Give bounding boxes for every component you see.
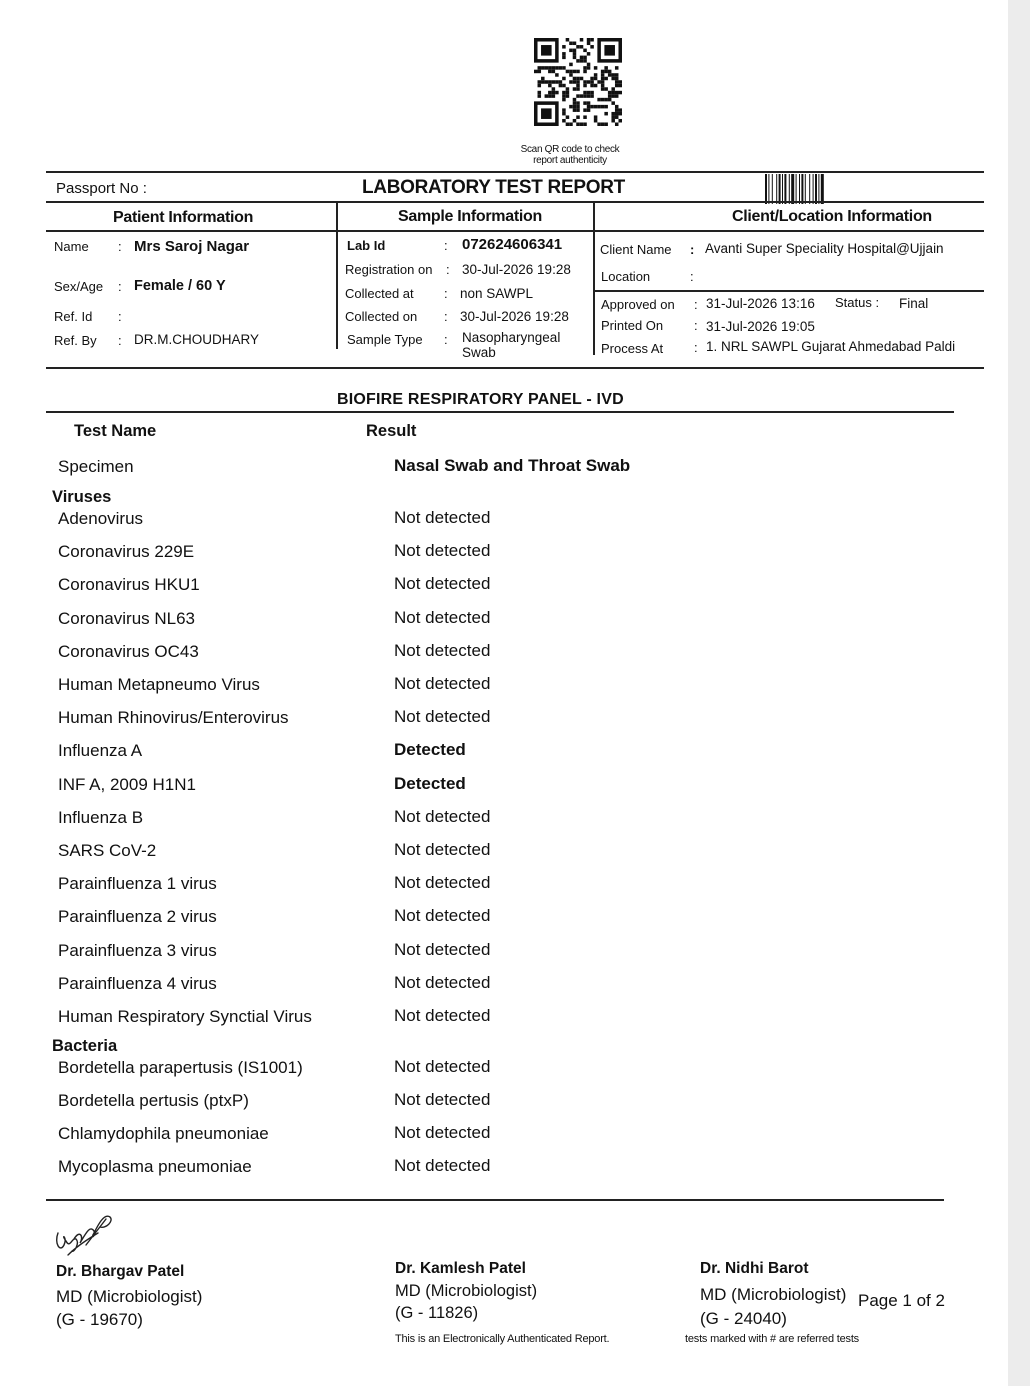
report-title: LABORATORY TEST REPORT [362, 177, 625, 198]
header-bottom-rule [46, 201, 984, 203]
sample-collected-on-label: Collected on [345, 309, 418, 324]
virus-test-name: Parainfluenza 1 virus [58, 874, 217, 894]
signature-1-name: Dr. Bhargav Patel [56, 1263, 185, 1280]
colon: : [694, 340, 698, 355]
panel-title-rule [46, 411, 954, 413]
handwritten-signature [50, 1203, 120, 1261]
sample-labid-label: Lab Id [347, 238, 386, 253]
sample-type-label: Sample Type [347, 332, 423, 347]
signature-1-degree: MD (Microbiologist) [56, 1287, 203, 1306]
virus-test-name: Coronavirus 229E [58, 542, 195, 562]
results-bottom-rule [46, 1199, 944, 1201]
signature-3-degree: MD (Microbiologist) [700, 1285, 847, 1304]
virus-result: Detected [394, 773, 466, 793]
colon: : [446, 262, 450, 277]
header-top-rule [46, 171, 984, 173]
patient-sexage-label: Sex/Age [54, 279, 104, 294]
client-status-label: Status : [835, 295, 880, 310]
patient-name-value: Mrs Saroj Nagar [134, 238, 250, 255]
colon: : [118, 239, 122, 254]
virus-result: Not detected [394, 806, 491, 826]
virus-test-name: Parainfluenza 4 virus [58, 973, 217, 993]
signature-3-name: Dr. Nidhi Barot [700, 1260, 809, 1277]
client-approved-label: Approved on [601, 297, 675, 312]
signature-2-name: Dr. Kamlesh Patel [395, 1260, 526, 1277]
colon: : [694, 318, 698, 333]
virus-test-name: Adenovirus [58, 509, 144, 528]
colon: : [444, 238, 448, 253]
colon: : [118, 309, 122, 324]
referred-tests-note: tests marked with # are referred tests [685, 1333, 859, 1345]
virus-test-name: Human Metapneumo Virus [58, 675, 260, 694]
page-edge-shadow [1008, 0, 1030, 1386]
sample-collected-at-value: non SAWPL [460, 286, 534, 301]
section-sample-heading: Sample Information [398, 208, 542, 225]
column-header-test-name: Test Name [74, 422, 157, 440]
signature-2-reg: (G - 11826) [395, 1304, 479, 1322]
bacteria-test-name: Bordetella pertusis (ptxP) [58, 1091, 249, 1110]
virus-result: Not detected [394, 1006, 491, 1025]
virus-result: Not detected [394, 906, 491, 926]
column-divider-2 [593, 203, 595, 355]
qr-caption-line-1: Scan QR code to check [520, 144, 620, 155]
bacteria-test-name: Bordetella parapertusis (IS1001) [58, 1058, 303, 1077]
virus-test-name: Coronavirus NL63 [58, 608, 196, 628]
colon: : [690, 269, 694, 284]
page-number: Page 1 of 2 [858, 1291, 945, 1310]
column-header-result: Result [366, 422, 417, 440]
sample-type-value-line-2: Swab [462, 345, 496, 360]
sample-collected-at-label: Collected at [345, 286, 414, 301]
info-bottom-rule [46, 367, 984, 369]
qr-caption [500, 144, 640, 166]
virus-result: Not detected [394, 508, 491, 527]
section-heading-rule [46, 230, 984, 232]
client-divider-rule [595, 290, 984, 292]
specimen-label: Specimen [58, 457, 134, 476]
virus-result: Not detected [394, 674, 491, 693]
client-approved-value: 31-Jul-2026 13:16 [706, 296, 815, 311]
virus-result: Not detected [394, 541, 491, 561]
qr-caption-line-2: report authenticity [533, 155, 607, 166]
virus-result: Detected [394, 740, 466, 760]
client-printed-value: 31-Jul-2026 19:05 [706, 319, 815, 334]
virus-result: Not detected [394, 574, 491, 594]
qr-code-icon [534, 38, 622, 126]
colon: : [444, 309, 448, 324]
signature-1-reg: (G - 19670) [56, 1310, 143, 1329]
sample-type-value-line-1: Nasopharyngeal [462, 330, 561, 345]
electronic-auth-note: This is an Electronically Authenticated Report. [395, 1333, 610, 1345]
client-location-label: Location [601, 269, 651, 284]
signature-3-reg: (G - 24040) [700, 1309, 787, 1328]
virus-test-name: Influenza B [58, 807, 144, 827]
barcode-icon [765, 174, 868, 204]
patient-name-label: Name [54, 239, 89, 254]
virus-test-name: INF A, 2009 H1N1 [58, 774, 196, 794]
section-client-heading: Client/Location Information [732, 208, 932, 225]
client-status-value: Final [899, 296, 929, 311]
patient-sexage-value: Female / 60 Y [134, 278, 226, 294]
client-printed-label: Printed On [601, 318, 664, 333]
virus-result: Not detected [394, 840, 491, 859]
virus-result: Not detected [394, 607, 491, 627]
client-name-label: Client Name [600, 242, 672, 257]
colon: : [444, 286, 448, 301]
virus-test-name: Coronavirus OC43 [58, 641, 199, 661]
colon: : [694, 297, 698, 312]
patient-refid-label: Ref. Id [54, 309, 93, 324]
patient-refby-value: DR.M.CHOUDHARY [134, 332, 260, 347]
specimen-value: Nasal Swab and Throat Swab [394, 456, 631, 475]
passport-label: Passport No : [56, 180, 147, 197]
sample-labid-value: 072624606341 [462, 236, 563, 253]
client-name-value: Avanti Super Speciality Hospital@Ujjain [705, 241, 944, 256]
virus-result: Not detected [394, 939, 491, 959]
bacteria-result: Not detected [394, 1123, 491, 1142]
category-viruses: Viruses [52, 488, 112, 506]
bacteria-result: Not detected [394, 1057, 491, 1076]
colon: : [444, 332, 448, 347]
colon: : [118, 333, 122, 348]
virus-test-name: Parainfluenza 3 virus [58, 940, 217, 960]
virus-result: Not detected [394, 640, 491, 660]
sample-registration-value: 30-Jul-2026 19:28 [462, 262, 571, 277]
panel-title: BIOFIRE RESPIRATORY PANEL - IVD [337, 391, 624, 408]
virus-test-name: Parainfluenza 2 virus [58, 907, 217, 927]
sample-registration-label: Registration on [345, 262, 433, 277]
client-process-value: 1. NRL SAWPL Gujarat Ahmedabad Paldi [706, 339, 956, 354]
virus-test-name: Coronavirus HKU1 [58, 575, 200, 595]
section-patient-heading: Patient Information [113, 209, 254, 226]
virus-test-name: Human Respiratory Synctial Virus [58, 1007, 312, 1026]
virus-test-name: SARS CoV-2 [58, 841, 157, 860]
bacteria-test-name: Mycoplasma pneumoniae [58, 1157, 252, 1176]
column-divider-1 [336, 203, 338, 349]
bacteria-result: Not detected [394, 1090, 491, 1109]
virus-test-name: Influenza A [58, 741, 143, 761]
colon: : [690, 242, 695, 257]
client-process-label: Process At [601, 341, 664, 356]
bacteria-test-name: Chlamydophila pneumoniae [58, 1124, 269, 1143]
virus-result: Not detected [394, 873, 491, 893]
colon: : [118, 279, 122, 294]
bacteria-result: Not detected [394, 1156, 491, 1175]
signature-2-degree: MD (Microbiologist) [395, 1282, 538, 1300]
patient-refby-label: Ref. By [54, 333, 97, 348]
virus-test-name: Human Rhinovirus/Enterovirus [58, 708, 289, 728]
virus-result: Not detected [394, 972, 491, 992]
sample-collected-on-value: 30-Jul-2026 19:28 [460, 309, 569, 324]
category-bacteria: Bacteria [52, 1037, 118, 1055]
virus-result: Not detected [394, 707, 491, 727]
